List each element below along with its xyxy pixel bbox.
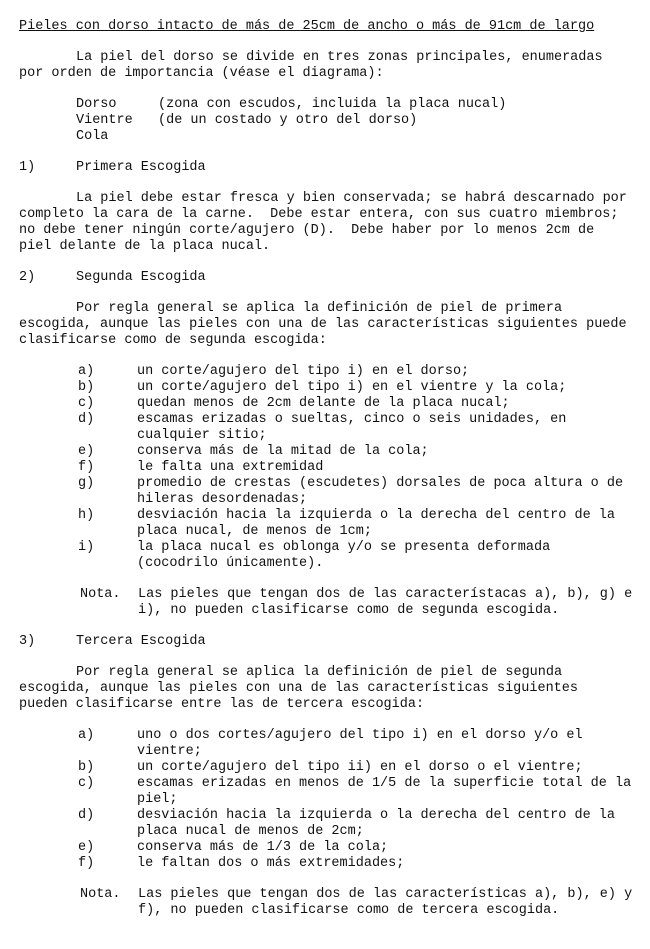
list-item-text [137,476,644,508]
list-item-label: g) [78,476,95,491]
note [19,587,644,619]
list-item [19,476,644,508]
list-item-label: e) [78,444,95,459]
list-item [19,808,644,840]
list-item-line: vientre; [137,744,202,759]
list-item-label: c) [78,396,95,411]
spacer [19,650,644,665]
note-text [138,587,644,619]
list-item-label: e) [78,840,95,855]
list-item-line: placa nucal, de menos de 1cm; [137,524,372,539]
spacer [19,286,644,301]
zone-row [19,97,644,113]
list-item [19,760,644,776]
paragraph-line: piel delante de la placa nucal. [19,239,271,254]
section-number: 3) [19,634,36,649]
list-item-line: placa nucal de menos de 2cm; [137,824,364,839]
zone-row [19,113,644,129]
paragraph-line: no debe tener ningún corte/agujero (D). Debe haber por lo menos 2cm de [19,223,595,238]
list-item-text [137,540,644,572]
list-item-text [137,808,644,840]
list-item-line: piel; [137,792,178,807]
list-item [19,444,644,460]
spacer [19,349,644,364]
zone-name: Cola [76,129,109,144]
section-heading [19,270,644,286]
list-item-text [137,412,644,444]
list-item-line: le falta una extremidad [137,460,324,475]
list-item-label: i) [78,540,95,555]
list-item-text [137,856,644,872]
spacer [19,872,644,887]
list-item [19,460,644,476]
zone-row [19,129,644,145]
spacer [19,82,644,97]
list-item [19,540,644,572]
paragraph-line: Por regla general se aplica la definición de piel de primera [76,301,563,316]
list-item-line: promedio de crestas (escudetes) dorsales de poca altura o de [137,476,624,491]
list-item [19,508,644,540]
list-item-line: un corte/agujero del tipo i) en el dorso; [137,364,470,379]
list-item-line: desviación hacia la izquierda o la derecha del centro de la [137,808,615,823]
list-item-text [137,444,644,460]
note-line: f), no pueden clasificarse como de tercera escogida. [138,903,560,918]
intro-line: La piel del dorso se divide en tres zonas principales, enumeradas [76,50,603,65]
list-item-label: h) [78,508,95,523]
list-item-label: f) [78,460,95,475]
list-item [19,856,644,872]
list-item-line: conserva más de la mitad de la cola; [137,444,429,459]
spacer [19,35,644,50]
zone-name: Dorso [76,97,117,112]
section-heading [19,634,644,650]
list-item [19,776,644,808]
list-item-text [137,380,644,396]
section-title: Tercera Escogida [76,634,206,649]
paragraph-line: pueden clasificarse entre las de tercera escogida: [19,697,425,712]
list-item-label: d) [78,808,95,823]
list-item [19,840,644,856]
zone-name: Vientre [76,113,133,128]
spacer [19,145,644,160]
note-line: i), no pueden clasificarse como de segunda escogida. [138,603,560,618]
note [19,887,644,919]
list-item-text [137,840,644,856]
list-item-line: la placa nucal es oblonga y/o se presenta deformada [137,540,551,555]
list-item-line: conserva más de 1/3 de la cola; [137,840,389,855]
intro-line: por orden de importancia (véase el diagrama): [19,66,384,81]
list-item [19,396,644,412]
list-item-line: le faltan dos o más extremidades; [137,856,405,871]
list-item-line: desviación hacia la izquierda o la derecha del centro de la [137,508,615,523]
section-heading [19,160,644,176]
list-item-line: cualquier sitio; [137,428,267,443]
list-item-text [137,728,644,760]
list-item-label: f) [78,856,95,871]
section-title: Primera Escogida [76,160,206,175]
list-item-label: b) [78,760,95,775]
note-text [138,887,644,919]
list-item-text [137,460,644,476]
list-item-line: un corte/agujero del tipo i) en el vientre y la cola; [137,380,567,395]
list-item-line: escamas erizadas en menos de 1/5 de la superficie total de la [137,776,632,791]
list-item [19,364,644,380]
section-number: 2) [19,270,36,285]
spacer [19,255,644,270]
list-item [19,412,644,444]
list-item-line: escamas erizadas o sueltas, cinco o seis unidades, en [137,412,567,427]
list-item-line: uno o dos cortes/agujero del tipo i) en el dorso y/o el [137,728,583,743]
spacer [19,713,644,728]
list-item-label: d) [78,412,95,427]
note-label: Nota. [80,887,121,902]
spacer [19,176,644,191]
paragraph-line: La piel debe estar fresca y bien conservada; se habrá descarnado por [76,191,627,206]
list-item-label: a) [78,728,95,743]
list-item-text [137,508,644,540]
note-line: Las pieles que tengan dos de las característacas a), b), g) e [138,587,633,602]
list-item-text [137,776,644,808]
list-item-line: (cocodrilo únicamente). [137,556,324,571]
paragraph-line: clasificarse como de segunda escogida: [19,333,327,348]
list-item-text [137,760,644,776]
list-item-line: quedan menos de 2cm delante de la placa nucal; [137,396,510,411]
document-page [19,19,644,919]
section-number: 1) [19,160,36,175]
list-item-line: hileras desordenadas; [137,492,308,507]
list-item-text [137,364,644,380]
list-item-label: b) [78,380,95,395]
paragraph-line: escogida, aunque las pieles con una de las características siguientes [19,681,578,696]
list-item-line: un corte/agujero del tipo ii) en el dorso o el vientre; [137,760,583,775]
note-label: Nota. [80,587,121,602]
list-item-label: a) [78,364,95,379]
spacer [19,572,644,587]
paragraph-line: completo la cara de la carne. Debe estar entera, con sus cuatro miembros; [19,207,619,222]
zone-description: (de un costado y otro del dorso) [158,113,418,128]
spacer [19,619,644,634]
paragraph-line: escogida, aunque las pieles con una de las características siguientes puede [19,317,627,332]
list-item [19,380,644,396]
list-item [19,728,644,760]
document-title: Pieles con dorso intacto de más de 25cm de ancho o más de 91cm de largo [19,19,595,34]
section-title: Segunda Escogida [76,270,206,285]
list-item-text [137,396,644,412]
zone-description: (zona con escudos, incluida la placa nucal) [158,97,507,112]
note-line: Las pieles que tengan dos de las características a), b), e) y [138,887,633,902]
paragraph-line: Por regla general se aplica la definición de piel de segunda [76,665,563,680]
list-item-label: c) [78,776,95,791]
